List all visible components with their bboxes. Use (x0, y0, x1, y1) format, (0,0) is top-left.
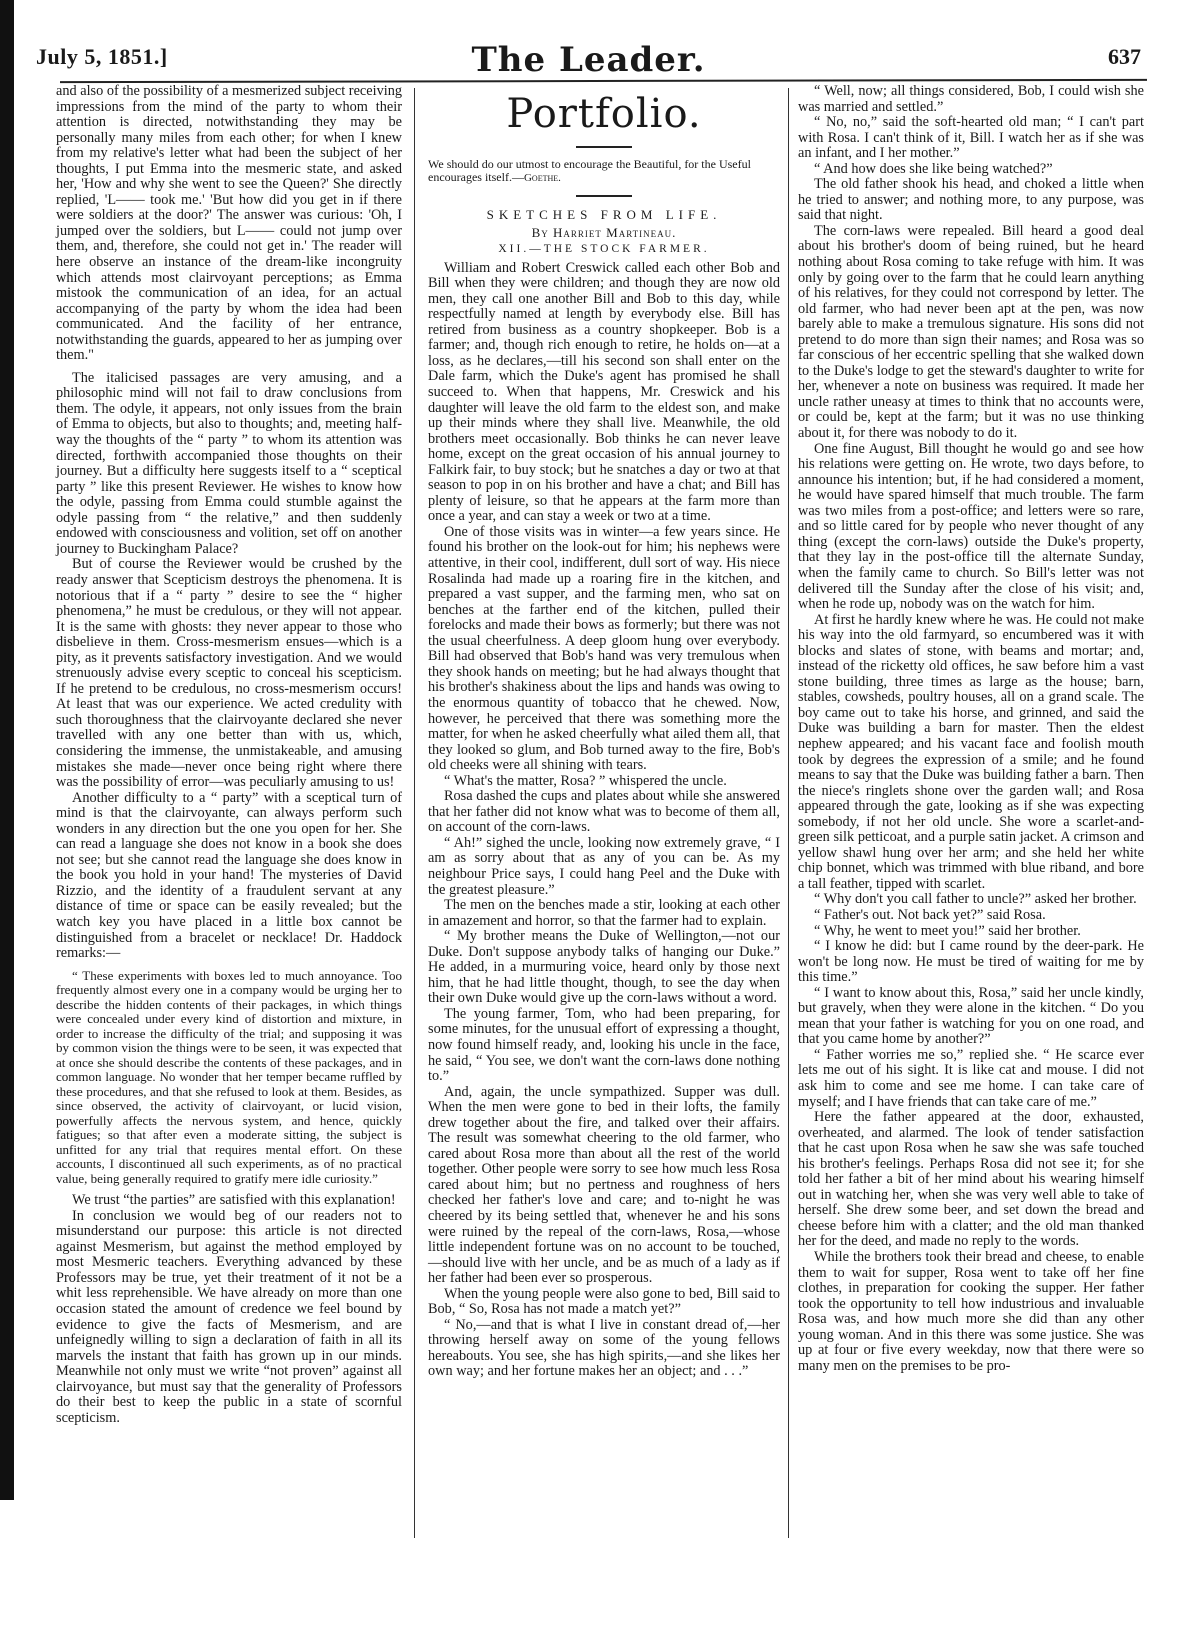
paragraph: and also of the possibility of a mesmerized subject receiving impressions from the mind of the party to whom their attention is directed, notwithstanding they may be personally many miles from each other; for when I knew from my relative's letter what had been the subject of her thoughts, I put Emma into the mesmeric state, and asked her, 'How and why she went to see the Queen?' She directly replied, 'L—— took me.' 'But how did you get in if there were soldiers at the door?' The answer was curious: 'Oh, I jumped over the soldiers, but L—— could not jump over them, and, therefore, she could not get in.' The reader will here observe an instance of the dream-like incongruity which attends most clairvoyant perceptions; as Emma mistook the communication of an idea, for an actual accompanying of the party by whom the idea had been communicated. And the facility of her entrance, notwithstanding the guards, appeared to her as jumping over them." (56, 83, 402, 364)
paragraph: At first he hardly knew where he was. He could not make his way into the old farmyard, so encumbered was it with blocks and slates of stone, with beams and mortar; and, instead of the ricketty old offices, he saw before him a vast stone building, three times as large as the house; barn, stables, cowsheds, poultry houses, all on a grand scale. The boy came out to take his horse, and grinned, and said the Duke was building a barn for master. Then the eldest nephew appeared; and his vacant face and foolish mouth took by degrees the expression of a smile; and he found means to say that the Duke was building father a barn. Then the niece's ringlets shone over the garden wall; and Rosa appeared through the gate, looking as if she was expecting somebody, if not her old uncle. She wore a scarlet-and-green silk petticoat, and a purple satin jacket. A crimson and yellow shawl hung over her arm; and she held her white chip bonnet, which was trimmed with blue riband, and bore a tall feather, tipped with scarlet. (798, 611, 1144, 892)
paragraph: In conclusion we would beg of our readers not to misunderstand our purpose: this article is not directed against Mesmerism, but against the method employed by most Mesmeric teachers. Everything advanced by these Professors may be true, yet their treatment of it not be a whit less reprehensible. We have already on more than one occasion stated the amount of credence we feel bound by evidence to give the facts of Mesmerism, and are unfeignedly willing to sign a declaration of faith in all its marvels the instant that faith has grown up in our minds. Meanwhile not only must we write “not proven” against all clairvoyance, but must say that the generality of Professors do their best to keep the public in a state of scornful scepticism. (56, 1207, 402, 1426)
paragraph: “ Well, now; all things considered, Bob, I could wish she was married and settled.” (798, 83, 1144, 115)
paragraph: But of course the Reviewer would be crushed by the ready answer that Scepticism destroys the phenomena. It is notorious that if a “ party ” desire to see the “ higher phenomena,” he must be credulous, or they will not appear. It is the same with ghosts: they never appear to those who disbelieve in them. Cross-mesmerism ensues—which is a pity, as it prevents satisfactory investigation. And we would strenuously advise every sceptic to conceal his scepticism. If he pretend to be credulous, no cross-mesmerism occurs! At least that was our experience. We acted credulity with such thoroughness that the clairvoyante declared she never travelled with any one better than with us, which, considering the immense, the unmistakeable, and amusing mistakes she made—never once being right where there was the possibility of error—was peculiarly amusing to us! (56, 556, 402, 791)
paragraph: We trust “the parties” are satisfied with this explanation! (72, 1192, 396, 1209)
paragraph: While the brothers took their bread and cheese, to enable them to wait for supper, Rosa went to take off her fine clothes, in preparation for cooking the supper. Her father took the opportunity to tell how industrious and invaluable Rosa was, and how much more she did than any other young woman. And in this there was some justice. She was up at four or five every weekday, now that there were so many men on the premises to be pro- (798, 1249, 1144, 1374)
middle-column (428, 84, 780, 1380)
paragraph: The italicised passages are very amusing, and a philosophic mind will not fail to draw conclusions from them. The odyle, it appears, not only issues from the brain of Emma to objects, but also to thoughts; and, meeting half-way the thoughts of the “ party ” to whom its attention was directed, forthwith accompanied those thoughts on their journey. But a difficulty here suggests itself to a “ sceptical party ” like this present Reviewer. He wishes to know how the odyle, passing from Emma could stumble against the odyle passing from “ the relative,” and then suddenly endowed with consciousness and volition, set off on another journey to Buckingham Palace? (56, 369, 402, 557)
masthead-title: The Leader. (471, 40, 706, 80)
paragraph: “ What's the matter, Rosa? ” whispered the uncle. (444, 772, 727, 789)
paragraph: Here the father appeared at the door, exhausted, overheated, and alarmed. The look of tender satisfaction that he cast upon Rosa when he saw she was safe touched his brother's feelings. Perhaps Rosa did not see it; for she told her father a bit of her mind about his wearing himself out in watching her, when she was very well able to take of herself. She drew some beer, and set down the bread and cheese before him with a clatter; and the old man thanked her for the deed, and made no reply to the words. (798, 1109, 1144, 1250)
epigraph-text: We should do our utmost to encourage the Beautiful, for the Useful encourages itself.— (428, 157, 751, 184)
page-header (36, 40, 1141, 80)
page-number: 637 (1108, 44, 1141, 69)
paragraph: “ My brother means the Duke of Wellington,—not our Duke. Don't suppose anybody talks of hanging our Duke.” He added, in a murmuring voice, heard only by those next him, that he had little thought, though, to see the day when their own Duke would give up the corn-laws without a word. (428, 928, 780, 1007)
column-divider-left (414, 88, 415, 1538)
paragraph: “ Father worries me so,” replied she. “ He scarce ever lets me out of his sight. It is like cat and mouse. I did not ask him to come and see me home. I can take care of myself; and I have friends that can take care of me.” (798, 1046, 1144, 1110)
paragraph: “ Father's out. Not back yet?” said Rosa. (814, 906, 1046, 923)
left-column (56, 84, 402, 1426)
paragraph: “ I know he did: but I came round by the deer-park. He won't be long now. He must be tired of waiting for me by this time.” (798, 938, 1144, 986)
section-title: Portfolio. (506, 91, 702, 137)
byline: By Harriet Martineau. (531, 224, 677, 240)
paragraph: The corn-laws were repealed. Bill heard a good deal about his brother's doom of being ruined, but he heard nothing about Rosa coming to take refuge with him. It was only by going over to the farm that he could learn anything of his relatives, for they could not correspond by letter. The old farmer, who had never been apt at the pen, was now barely able to make a tremulous signature. His sons did not pretend to do more than sign their names; and Rosa was so far conscious of her eccentric spelling that she walked down to the Duke's lodge to get the steward's daughter to write for her, whenever a note on business was required. It made her uncle rather uneasy at times to think that no accounts were, or could be, kept at the farm; but it was no use thinking about it, for there was nobody to do it. (798, 222, 1144, 442)
epigraph-author: Goethe. (523, 172, 561, 184)
paragraph: When the young people were also gone to bed, Bill said to Bob, “ So, Rosa has not made a match yet?” (428, 1285, 780, 1318)
article-title: SKETCHES FROM LIFE. (486, 207, 722, 222)
paragraph: Another difficulty to a “ party” with a sceptical turn of mind is that the clairvoyante, can always perform such wonders in any direction but the one you open for her. She can read a language she does not know in a book she does not see; but she cannot read the language she does know in the book you hold in your hand! The mysteries of David Rizzio, and the identity of a fraudulent servant at any distance of time or space can be easily revealed; but the watch key you have placed in a little box cannot be distinguished from a bracelet or necklace! Dr. Haddock remarks:— (56, 789, 402, 962)
block-quote (56, 969, 402, 1187)
chapter-heading: XII.—THE STOCK FARMER. (498, 243, 710, 256)
paragraph: “ And how does she like being watched?” (814, 160, 1053, 177)
column-divider-right (788, 88, 789, 1538)
paragraph: The old father shook his head, and choked a little when he tried to answer; and nothing more, to any purpose, was said that night. (798, 176, 1144, 224)
quote-text: “ These experiments with boxes led to much annoyance. Too frequently almost every one in a company would be urging her to describe the hidden contents of their packages, in which things were concealed under every kind of distortion and mixture, in order to increase the difficulty of the trial; and supposing it was by common vision the things were to be seen, it was expected that at once she should describe the contents of these packages, and in common language. No wonder that her temper became ruffled by these procedures, and that she refused to look at them. Besides, as since observed, the activity of clairvoyant, or lucid vision, powerfully affects the nervous system, and hence, quickly fatigues; so that after even a moderate sitting, the subject is unfitted for any trial that requires mental effort. On these accounts, I discontinued all such experiments, as of no practical value, being generally required to gratify mere idle curiosity.” (56, 967, 402, 1186)
paragraph: William and Robert Creswick called each other Bob and Bill when they were children; and though they are now old men, they call one another Bill and Bob to this day, while respectfully named at length by everybody else. Bill has retired from business as a country shopkeeper. Bob is a farmer; and, though rich enough to retire, he holds on—at a loss, as he declares,—till his second son shall enter on the Dale farm, which the Duke's agent has promised he shall succeed to. When that happens, Mr. Creswick and his daughter will leave the old farm to the eldest son, and make up their minds where they shall live. Meanwhile, the old brothers meet occasionally. Bob thinks he can never leave home, except on the great occasion of his annual journey to Falkirk fair, to buy stock; but he snatches a day or two at that season to pop in on his brother and have a chat; and Bill has plenty of leisure, so that he appears at the farm more than once a year, and can stay a week or two at a time. (428, 259, 780, 525)
paragraph: “ Ah!” sighed the uncle, looking now extremely grave, “ I am as sorry about that as any of you can be. As my neighbour Price says, I could hang Peel and the Duke with the greatest pleasure.” (428, 834, 780, 898)
paragraph: “ Why don't you call father to uncle?” asked her brother. (814, 891, 1137, 908)
paragraph: “ No, no,” said the soft-hearted old man; “ I can't part with Rosa. I can't think of it, Bill. I watch her as if she was an infant, and I her mother.” (798, 114, 1144, 162)
right-column (798, 84, 1144, 1374)
issue-date: July 5, 1851.] (36, 44, 168, 69)
paragraph: Rosa dashed the cups and plates about while she answered that her father did not know what was to become of them all, on account of the corn-laws. (428, 788, 780, 836)
paragraph: The men on the benches made a stir, looking at each other in amazement and horror, so that the farmer had to explain. (428, 897, 780, 929)
paragraph: The young farmer, Tom, who had been preparing, for some minutes, for the unusual effort of expressing a thought, now found himself ready, and, looking his uncle in the face, he said, “ You see, we don't want the corn-laws done nothing to.” (428, 1005, 780, 1085)
epigraph (428, 158, 780, 185)
paragraph: One fine August, Bill thought he would go and see how his relations were getting on. He wrote, two days before, to announce his intention; but, if he had considered a moment, he would have spared himself that much trouble. The farm was two miles from a post-office; and letters were so rare, and so little cared for by people who never thought of any thing (except the corn-laws) outside the Duke's property, that they lay in the post-office till the alternate Sunday, when the family came to church. So Bill's letter was not delivered till the Sunday after the close of his visit; and, when he rode up, nobody was on the watch for him. (798, 440, 1144, 613)
page-edge-shadow (0, 0, 14, 1500)
paragraph: “ Why, he went to meet you!” said her brother. (814, 922, 1081, 939)
paragraph: One of those visits was in winter—a few years since. He found his brother on the look-out for him; his nephews were attentive, in their cool, indifferent, dull sort of way. His niece Rosalinda had made up a roaring fire in the kitchen, and prepared a vast supper, and the farming men, who sat on benches at the farther end of the kitchen, pulled their forelocks and made their bows as formerly; but there was not the usual cheerfulness. A deep gloom hung over everybody. Bill had observed that Bob's hand was very tremulous when they shook hands on meeting; but he had always thought that his brother's shakiness about the lips and hands was owing to the enormous quantity of tobacco that he chewed. Now, however, he perceived that there was something more the matter, for when he asked cheerfully what ailed them all, that they looked so glum, and Bob turned away to the fire, Bob's old cheeks were all shining with tears. (428, 523, 780, 774)
paragraph: “ I want to know about this, Rosa,” said her uncle kindly, but gravely, when they were alone in the kitchen. “ Do you mean that your father is watching for you on one road, and that you came home by another?” (798, 984, 1144, 1048)
ornament-rule (576, 195, 632, 197)
ornament-rule (576, 146, 632, 148)
paragraph: “ No,—and that is what I live in constant dread of,—her throwing herself away on some of the young fellows hereabouts. You see, she has high spirits,—and she likes her own way; and her fortune makes her an object; and . . .” (428, 1316, 780, 1380)
paragraph: And, again, the uncle sympathized. Supper was dull. When the men were gone to bed in their lofts, the family drew together about the fire, and talked over their affairs. The result was somewhat cheering to the old farmer, who cared about Rosa more than about all the rest of the world together. Other people were sorry to see how much less Rosa cared about him; but no pertness and roughness of hers checked her father's love and care; and to-night he was cheered by its being settled that, whenever he and his sons were ruined by the repeal of the corn-laws, Rosa,—whose little independent fortune was on no account to be touched,—should live with her uncle, and be as much of a lady as if her father had been ever so prosperous. (428, 1083, 780, 1287)
